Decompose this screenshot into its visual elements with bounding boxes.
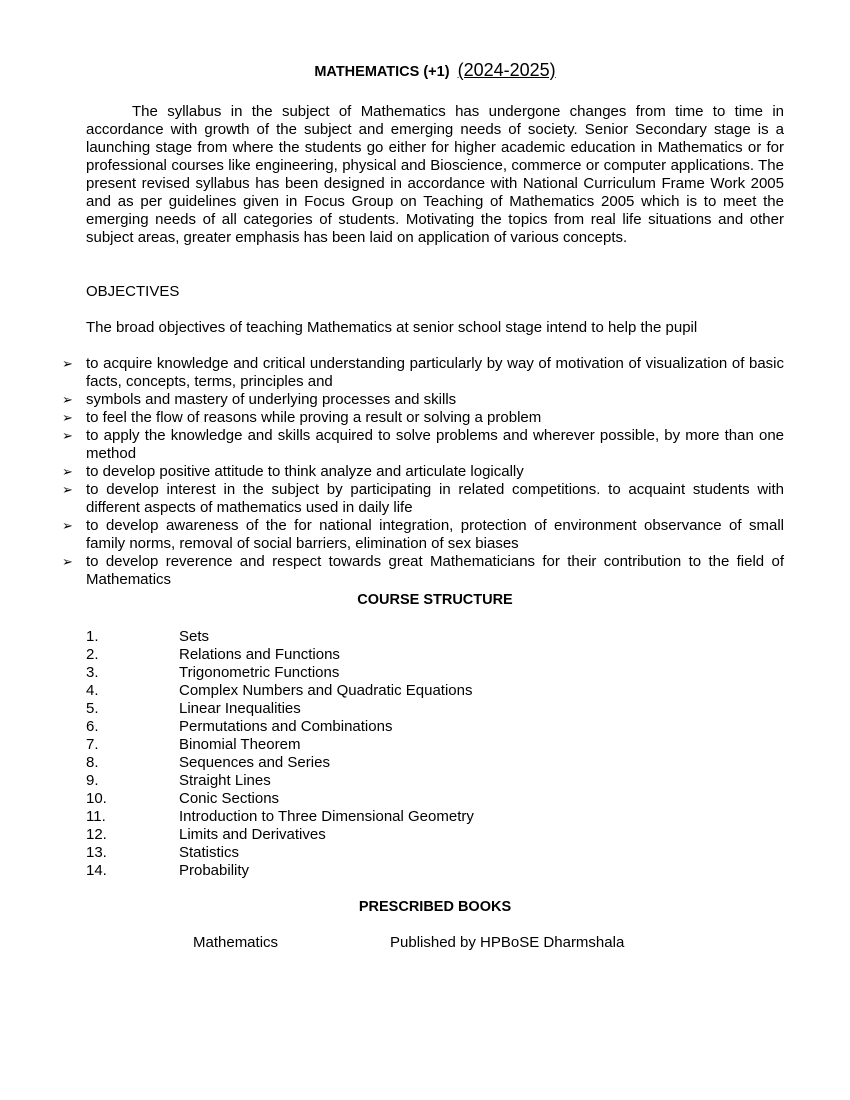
prescribed-book-row — [193, 934, 753, 952]
intro-paragraph: The syllabus in the subject of Mathematics has undergone changes from time to time in accordance with growth of the subject and emerging needs of society. Senior Secondary stage is a launching stage from where the students go either for higher academic education in Mathematics or for professional courses like engineering, physical and Bioscience, commerce or computer applications. The present revised syllabus has been designed in accordance with National Curriculum Frame Work 2005 and as per guidelines given in Focus Group on Teaching of Mathematics 2005 which is to meet the emerging needs of all categories of students. Motivating the topics from real life situations and other subject areas, greater emphasis has been laid on application of various concepts. — [86, 103, 784, 246]
course-item — [86, 772, 474, 790]
objective-item: ➢ to develop interest in the subject by participating in related competitions. to acquaint students with different aspects of mathematics used in daily life — [62, 481, 784, 516]
objective-item: ➢ to apply the knowledge and skills acquired to solve problems and wherever possible, by more than one method — [62, 427, 784, 462]
course-number: 11. — [86, 808, 106, 825]
course-topic: Linear Inequalities — [179, 700, 301, 717]
book-publisher: Published by HPBoSE Dharmshala — [390, 934, 625, 951]
arrowhead-bullet-icon: ➢ — [62, 518, 73, 533]
course-topic: Probability — [179, 862, 250, 879]
objectives-list — [62, 355, 784, 589]
course-list — [86, 628, 474, 880]
course-number: 3. — [86, 664, 99, 681]
course-item — [86, 790, 474, 808]
course-number: 5. — [86, 700, 99, 717]
page-title — [0, 61, 850, 81]
course-topic: Conic Sections — [179, 790, 280, 807]
course-structure-heading: COURSE STRUCTURE — [357, 592, 513, 608]
course-number: 9. — [86, 772, 99, 789]
course-topic: Binomial Theorem — [179, 736, 301, 753]
objective-item: ➢ to develop positive attitude to think analyze and articulate logically — [62, 463, 524, 480]
objectives-heading: OBJECTIVES — [86, 283, 180, 300]
course-item — [86, 700, 474, 718]
course-number: 8. — [86, 754, 99, 771]
subject-title: MATHEMATICS (+1) — [314, 64, 450, 80]
objective-item: ➢ to develop reverence and respect towards great Mathematicians for their contribution to the field of Mathematics — [62, 553, 784, 588]
course-item — [86, 826, 474, 844]
arrowhead-bullet-icon: ➢ — [62, 410, 73, 425]
course-item — [86, 862, 474, 880]
course-number: 6. — [86, 718, 99, 735]
course-topic: Straight Lines — [179, 772, 271, 789]
course-topic: Sets — [179, 628, 210, 645]
prescribed-books-heading: PRESCRIBED BOOKS — [358, 899, 512, 915]
session-year: (2024-2025) — [457, 60, 556, 80]
course-item — [86, 808, 474, 826]
course-item — [86, 754, 474, 772]
course-item — [86, 664, 474, 682]
course-topic: Trigonometric Functions — [179, 664, 340, 681]
course-number: 13. — [86, 844, 107, 861]
arrowhead-bullet-icon: ➢ — [62, 428, 73, 443]
course-item — [86, 646, 474, 664]
objective-item: ➢ to feel the flow of reasons while proving a result or solving a problem — [62, 409, 542, 426]
course-topic: Introduction to Three Dimensional Geometry — [179, 808, 474, 825]
course-topic: Relations and Functions — [179, 646, 340, 663]
course-topic: Sequences and Series — [179, 754, 330, 771]
course-number: 7. — [86, 736, 99, 753]
course-number: 4. — [86, 682, 99, 699]
course-number: 10. — [86, 790, 107, 807]
course-number: 14. — [86, 862, 107, 879]
objectives-lead: The broad objectives of teaching Mathematics at senior school stage intend to help the pupil — [86, 319, 698, 336]
course-number: 2. — [86, 646, 99, 663]
course-number: 12. — [86, 826, 107, 843]
arrowhead-bullet-icon: ➢ — [62, 554, 73, 569]
course-item — [86, 718, 474, 736]
arrowhead-bullet-icon: ➢ — [62, 392, 73, 407]
course-topic: Complex Numbers and Quadratic Equations — [179, 682, 473, 699]
course-number: 1. — [86, 628, 99, 645]
course-item — [86, 682, 474, 700]
arrowhead-bullet-icon: ➢ — [62, 482, 73, 497]
course-item — [86, 736, 474, 754]
objective-item: ➢ to acquire knowledge and critical understanding particularly by way of motivation of visualization of basic facts, concepts, terms, principles and — [62, 355, 784, 390]
objective-item: ➢ symbols and mastery of underlying processes and skills — [62, 391, 457, 408]
course-item — [86, 844, 474, 862]
book-title: Mathematics — [193, 934, 279, 951]
objective-item: ➢ to develop awareness of the for national integration, protection of environment observance of small family norms, removal of social barriers, elimination of sex biases — [62, 517, 784, 552]
arrowhead-bullet-icon: ➢ — [62, 464, 73, 479]
arrowhead-bullet-icon: ➢ — [62, 356, 73, 371]
course-item — [86, 628, 474, 646]
course-topic: Limits and Derivatives — [179, 826, 326, 843]
course-topic: Permutations and Combinations — [179, 718, 393, 735]
course-topic: Statistics — [179, 844, 240, 861]
